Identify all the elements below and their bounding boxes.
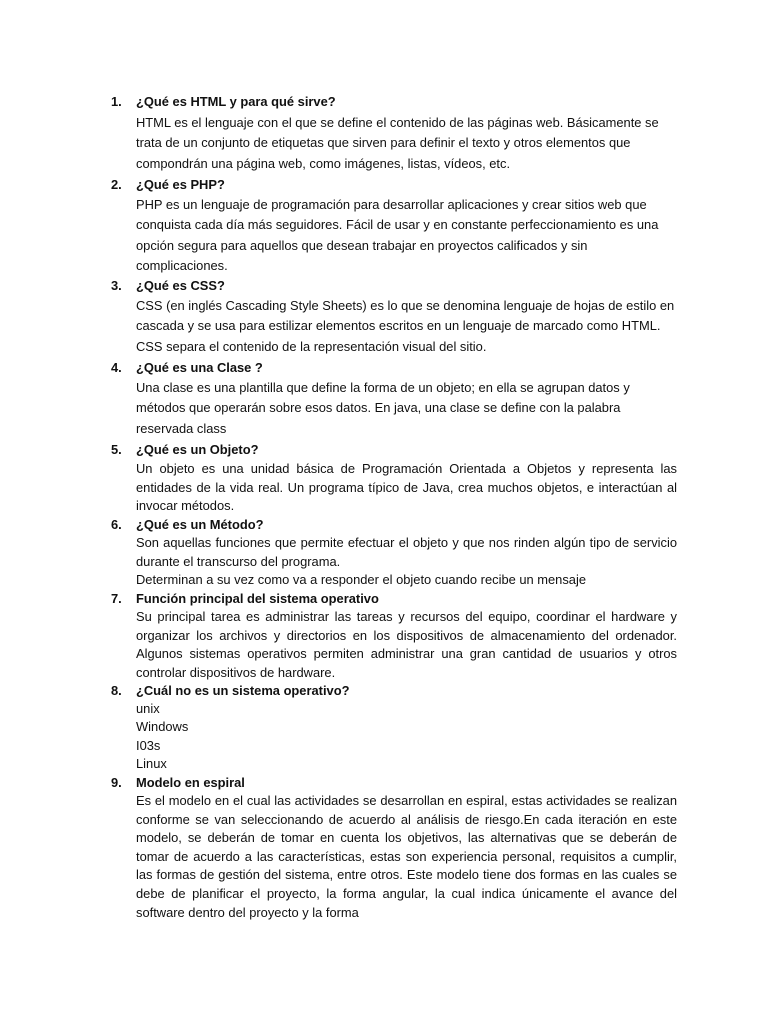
item-number: 8. bbox=[111, 683, 122, 698]
answer-text bbox=[136, 534, 677, 590]
answer-paragraph: Son aquellas funciones que permite efectuar el objeto y que nos rinden algún tipo de servicio durante el transcurso del programa. bbox=[136, 535, 677, 569]
answer-text: Un objeto es una unidad básica de Programación Orientada a Objetos y representa las entidades de la vida real. Un programa típico de Java, crea muchos objetos, e interactúan al invocar métodos. bbox=[136, 461, 677, 514]
answer-text: HTML es el lenguaje con el que se define el contenido de las páginas web. Básicamente se trata de un conjunto de etiquetas que sirven para definir el texto y otros elementos que compondrán una página web, como imágenes, listas, vídeos, etc. bbox=[136, 115, 659, 171]
answer-text: CSS (en inglés Cascading Style Sheets) es lo que se denomina lenguaje de hojas de estilo en cascada y se usa para estilizar elementos escritos en un lenguaje de marcado como HTML. CSS separa el contenido de la representación visual del sitio. bbox=[136, 298, 675, 354]
question-heading: Función principal del sistema operativo bbox=[136, 591, 379, 606]
question-heading: ¿Qué es una Clase ? bbox=[136, 360, 263, 375]
item-number: 5. bbox=[111, 442, 122, 457]
answer-text: Es el modelo en el cual las actividades se desarrollan en espiral, estas actividades se realizan conforme se van seleccionando de acuerdo al análisis de riesgo.En cada iteración en este modelo, se deberán de tomar en cuenta los objetivos, las alternativas que se deberán de tomar de acuerdo a las características, estas son experiencia personal, requisitos a cumplir, las formas de gestión del sistema, entre otros. Este modelo tiene dos formas en las cuales se debe de planificar el proyecto, la forma angular, la cual indica únicamente el avance del software dentro del proyecto y la forma bbox=[136, 793, 677, 920]
answer-text: PHP es un lenguaje de programación para desarrollar aplicaciones y crear sitios web que conquista cada día más seguidores. Fácil de usar y en constante perfeccionamiento es una opción segura para aquellos que desean trabajar en proyectos calificados y sin complicaciones. bbox=[136, 197, 659, 273]
answer-paragraph: Determinan a su vez como va a responder el objeto cuando recibe un mensaje bbox=[136, 572, 587, 588]
question-heading: ¿Qué es PHP? bbox=[136, 177, 225, 192]
question-heading: Modelo en espiral bbox=[136, 775, 245, 790]
item-number: 4. bbox=[111, 360, 122, 375]
option-item: Linux bbox=[136, 756, 167, 772]
option-item: unix bbox=[136, 701, 160, 716]
item-number: 9. bbox=[111, 775, 122, 790]
question-heading: ¿Qué es HTML y para qué sirve? bbox=[136, 94, 336, 109]
answer-text: Su principal tarea es administrar las tareas y recursos del equipo, coordinar el hardware y organizar los archivos y directorios en los dispositivos de almacenamiento del ordenador. Algunos sistemas operativos permiten administrar una gran cantidad de usuarios y otros controlar dispositivos de hardware. bbox=[136, 609, 677, 680]
item-number: 2. bbox=[111, 177, 122, 192]
item-number: 7. bbox=[111, 591, 122, 606]
option-item: Windows bbox=[136, 719, 189, 735]
item-number: 6. bbox=[111, 517, 122, 532]
answer-text: Una clase es una plantilla que define la forma de un objeto; en ella se agrupan datos y métodos que operarán sobre esos datos. En java, una clase se define con la palabra reservada class bbox=[136, 380, 630, 436]
option-item: I03s bbox=[136, 737, 161, 753]
question-heading: ¿Qué es un Método? bbox=[136, 517, 264, 532]
question-heading: ¿Cuál no es un sistema operativo? bbox=[136, 683, 350, 698]
item-number: 3. bbox=[111, 278, 122, 293]
options-list bbox=[136, 700, 677, 774]
question-heading: ¿Qué es CSS? bbox=[136, 278, 225, 293]
question-heading: ¿Qué es un Objeto? bbox=[136, 442, 259, 457]
item-number: 1. bbox=[111, 94, 122, 109]
